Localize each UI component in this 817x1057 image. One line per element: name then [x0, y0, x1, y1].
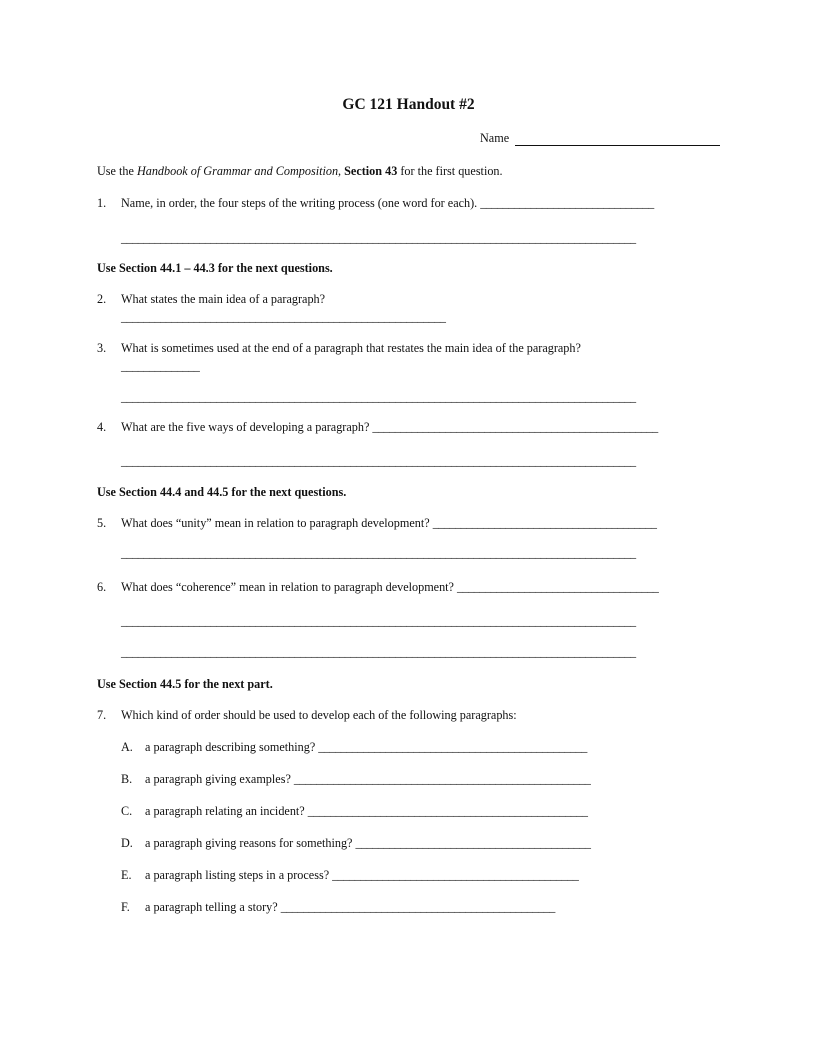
answer-blank[interactable]: ___________________________________________________	[372, 420, 658, 434]
answer-blank[interactable]: __________________________________________	[355, 836, 591, 850]
answer-line[interactable]: ____________________________________________________________________________________________	[121, 231, 636, 245]
intro-prefix: Use the	[97, 164, 137, 178]
page-title: GC 121 Handout #2	[342, 96, 475, 113]
intro-instruction	[97, 164, 503, 179]
sub-question-letter: D.	[121, 836, 133, 850]
sub-question-letter: C.	[121, 804, 133, 818]
sub-question-letter: F.	[121, 900, 130, 914]
question-text: What states the main idea of a paragraph?	[121, 292, 326, 306]
answer-blank[interactable]: ________________________________________________	[318, 740, 587, 754]
answer-blank[interactable]: ________________________________________	[432, 516, 657, 530]
question-number: 2.	[97, 292, 107, 306]
question-number: 4.	[97, 420, 107, 434]
book-title: Handbook of Grammar and Composition	[136, 164, 339, 178]
sub-question-text: a paragraph relating an incident?	[145, 804, 305, 818]
answer-line[interactable]: ______________	[121, 359, 200, 373]
question-number: 6.	[97, 580, 107, 594]
answer-blank[interactable]: ____________________________________________	[332, 868, 579, 882]
sub-question-letter: A.	[121, 740, 133, 754]
answer-blank[interactable]: _______________________________	[480, 196, 654, 210]
question-number: 3.	[97, 341, 107, 355]
answer-line[interactable]: ____________________________________________________________________________________________	[121, 390, 636, 404]
question-number: 1.	[97, 196, 107, 210]
question-text: What does “coherence” mean in relation to paragraph development?	[121, 580, 454, 594]
question-text: What are the five ways of developing a paragraph?	[121, 420, 370, 434]
section-heading: Use Section 44.5 for the next part.	[97, 677, 273, 691]
answer-line[interactable]: ____________________________________________________________________________________________	[121, 614, 636, 628]
sub-question-text: a paragraph listing steps in a process?	[145, 868, 330, 882]
name-label: Name	[480, 131, 510, 145]
answer-blank[interactable]: ____________________________________	[457, 580, 659, 594]
intro-section: Section 43	[344, 164, 398, 178]
answer-blank[interactable]: _____________________________________________________	[293, 772, 591, 786]
answer-line[interactable]: ____________________________________________________________________________________________	[121, 454, 636, 468]
question-text: Which kind of order should be used to develop each of the following paragraphs:	[121, 708, 517, 722]
intro-suffix: for the first question.	[397, 164, 503, 178]
question-text: What is sometimes used at the end of a paragraph that restates the main idea of the paragraph?	[121, 341, 581, 355]
question-text: What does “unity” mean in relation to paragraph development?	[121, 516, 430, 530]
name-field[interactable]	[515, 145, 720, 146]
answer-line[interactable]: ____________________________________________________________________________________________	[121, 645, 636, 659]
sub-question-text: a paragraph giving reasons for something?	[145, 836, 353, 850]
sub-question-text: a paragraph telling a story?	[145, 900, 278, 914]
sub-question-text: a paragraph giving examples?	[145, 772, 291, 786]
answer-line[interactable]: ____________________________________________________________________________________________	[121, 546, 636, 560]
answer-line[interactable]: __________________________________________________________	[121, 310, 446, 324]
section-heading: Use Section 44.4 and 44.5 for the next questions.	[97, 485, 347, 499]
question-number: 7.	[97, 708, 107, 722]
question-number: 5.	[97, 516, 107, 530]
answer-blank[interactable]: _________________________________________________	[280, 900, 555, 914]
sub-question-letter: E.	[121, 868, 132, 882]
sub-question-text: a paragraph describing something?	[145, 740, 316, 754]
question-text: Name, in order, the four steps of the writing process (one word for each).	[121, 196, 478, 210]
intro-comma: ,	[338, 164, 345, 178]
sub-question-letter: B.	[121, 772, 133, 786]
answer-blank[interactable]: __________________________________________________	[307, 804, 588, 818]
section-heading: Use Section 44.1 – 44.3 for the next questions.	[97, 261, 333, 275]
